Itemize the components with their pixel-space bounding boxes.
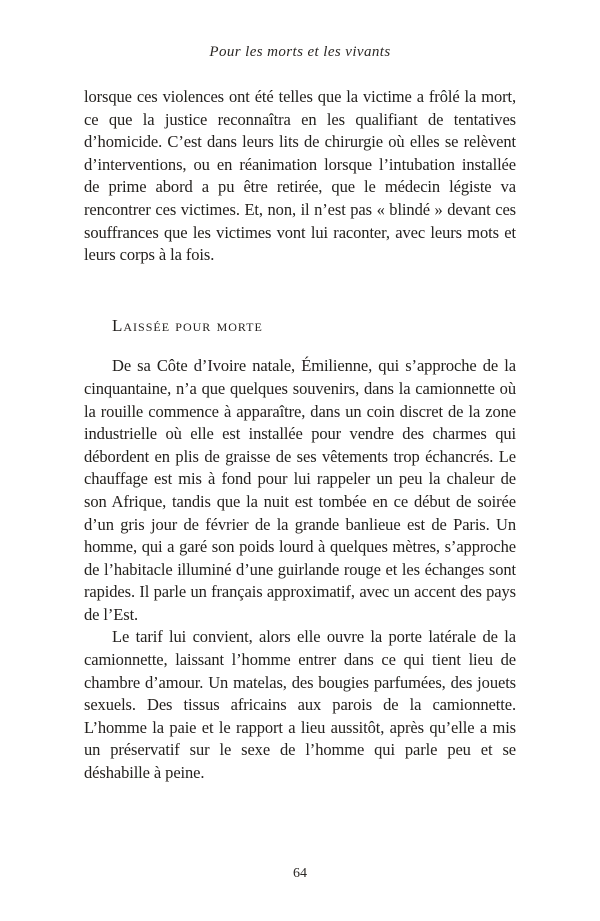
text-block	[84, 86, 516, 785]
running-head: Pour les morts et les vivants	[209, 44, 391, 60]
paragraph-emilienne: De sa Côte d’Ivoire natale, Émilienne, qui s’approche de la cinquantaine, n’a que quelques souvenirs, dans la camionnette où la rouille commence à apparaître, dans un coin discret de la zone industrielle où elle est installée pour vendre des charmes qui débordent en plis de graisse de ses vêtements trop échancrés. Le chauffage est mis à fond pour lui rappeler un peu la chaleur de son Afrique, tandis que la nuit est tombée en ce début de soirée d’un gris jour de février de la grande banlieue est de Paris. Un homme, qui a garé son poids lourd à quelques mètres, s’approche de l’habitacle illuminé d’une guirlande rouge et les échanges sont rapides. Il parle un français approximatif, avec un accent des pays de l’Est.	[84, 356, 516, 624]
paragraph-tarif: Le tarif lui convient, alors elle ouvre la porte latérale de la camionnette, laissant l’homme entrer dans ce qui tient lieu de chambre d’amour. Un matelas, des bougies parfumées, des jouets sexuels. Des tissus africains aux parois de la camionnette. L’homme la paie et le rapport a lieu aussitôt, après qu’elle a mis un préservatif sur le sexe de l’homme qui parle peu et se déshabille à peine.	[84, 627, 516, 783]
page-number: 64	[293, 866, 307, 881]
paragraph-continuation: lorsque ces violences ont été telles que la victime a frôlé la mort, ce que la justice reconnaîtra en les qualifiant de tentatives d’homicide. C’est dans leurs lits de chirurgie où elles se relèvent d’interventions, ou en réanimation lorsque l’intubation installée de prime abord a pu être retirée, que le médecin légiste va rencontrer ces victimes. Et, non, il n’est pas « blindé » devant ces souffrances que les victimes vont lui raconter, avec leurs mots et leurs corps à la fois.	[84, 87, 516, 265]
section-heading: Laissée pour morte	[112, 315, 263, 335]
